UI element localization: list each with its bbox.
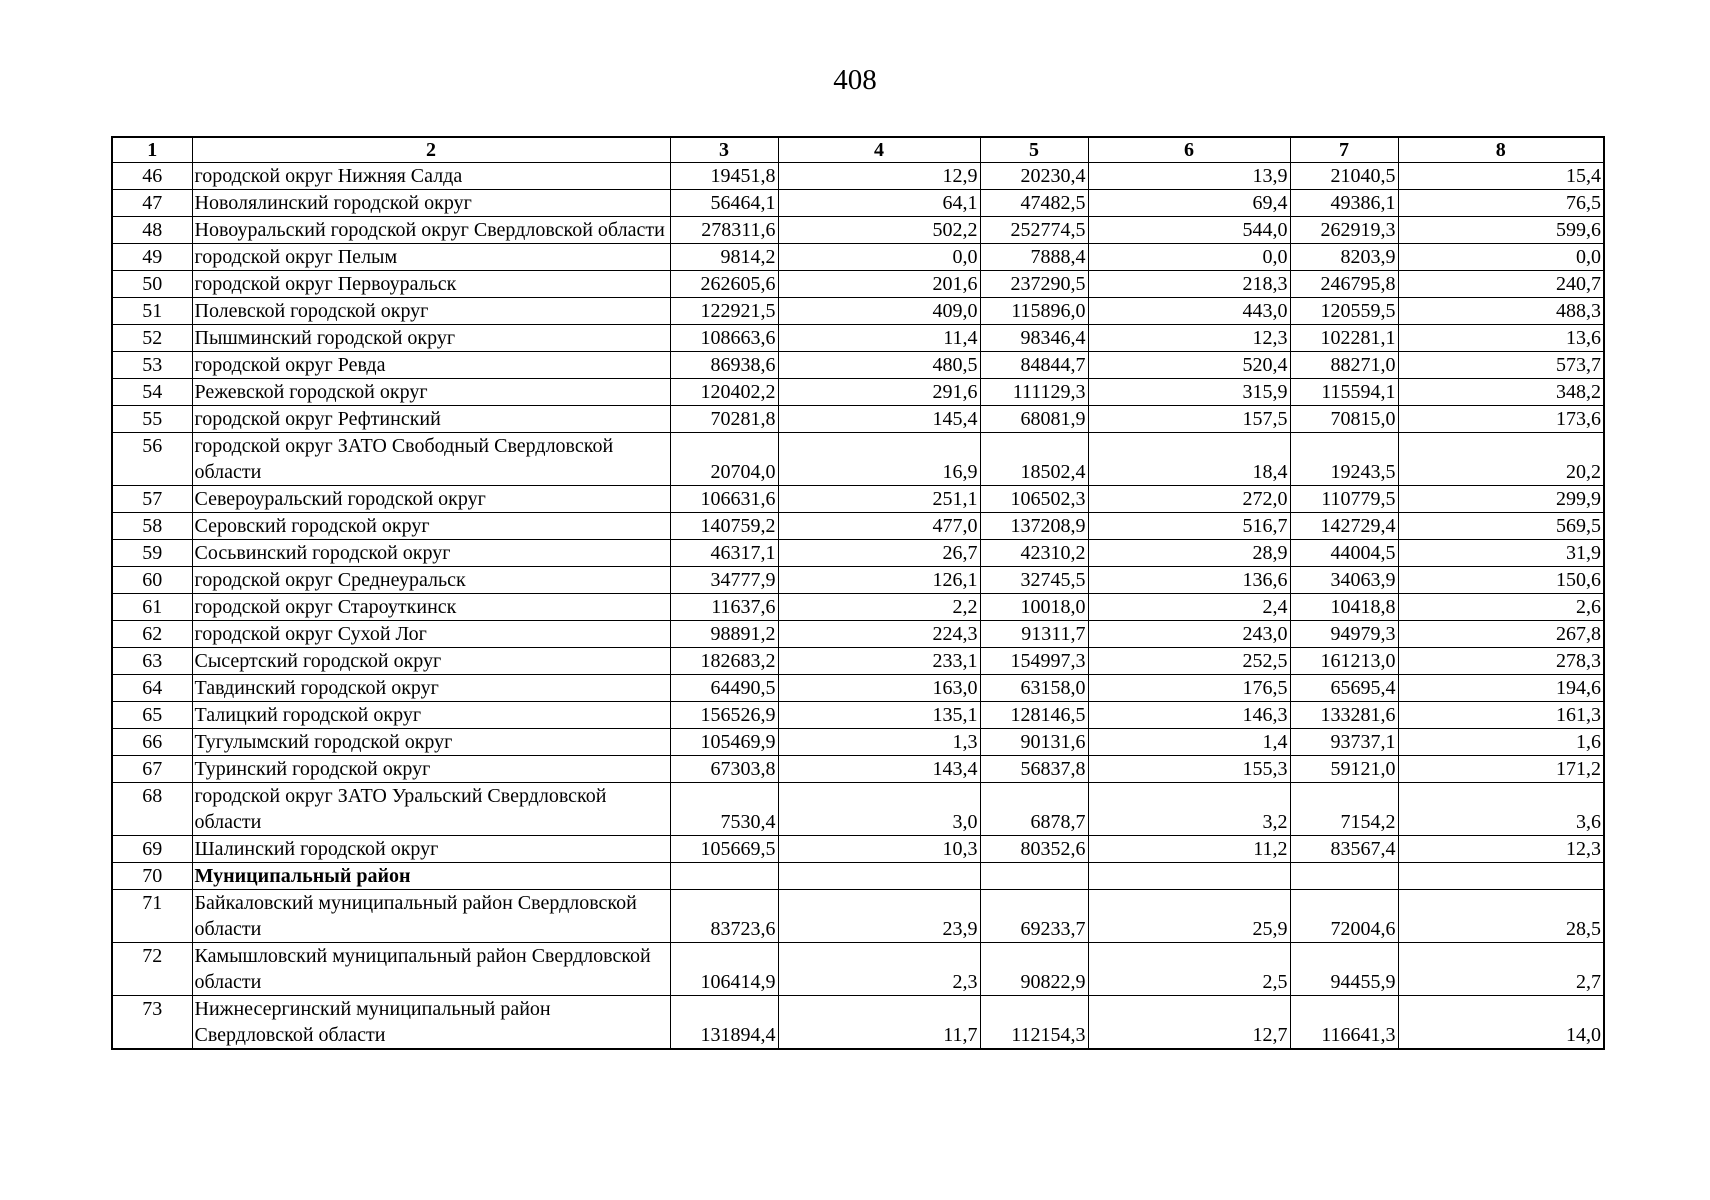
row-number-cell: 59 bbox=[112, 540, 192, 567]
municipality-name-cell: Талицкий городской округ bbox=[192, 702, 670, 729]
row-number-cell: 61 bbox=[112, 594, 192, 621]
value-cell-col-7: 70815,0 bbox=[1290, 406, 1398, 433]
value-cell-col-4: 11,4 bbox=[778, 325, 980, 352]
value-cell-col-7: 72004,6 bbox=[1290, 890, 1398, 943]
value-cell-col-5: 80352,6 bbox=[980, 836, 1088, 863]
value-cell-col-8: 76,5 bbox=[1398, 190, 1604, 217]
row-number-cell: 57 bbox=[112, 486, 192, 513]
value-cell-col-6: 243,0 bbox=[1088, 621, 1290, 648]
value-cell-col-4: 16,9 bbox=[778, 433, 980, 486]
value-cell-col-8: 12,3 bbox=[1398, 836, 1604, 863]
table-row bbox=[112, 433, 1604, 486]
value-cell-col-3: 98891,2 bbox=[670, 621, 778, 648]
value-cell-col-4: 1,3 bbox=[778, 729, 980, 756]
value-cell-col-7: 7154,2 bbox=[1290, 783, 1398, 836]
row-number-cell: 51 bbox=[112, 298, 192, 325]
value-cell-col-4: 143,4 bbox=[778, 756, 980, 783]
table-row bbox=[112, 702, 1604, 729]
municipality-name-cell: городской округ Рефтинский bbox=[192, 406, 670, 433]
value-cell-col-6: 0,0 bbox=[1088, 244, 1290, 271]
value-cell-col-5: 42310,2 bbox=[980, 540, 1088, 567]
value-cell-col-8: 161,3 bbox=[1398, 702, 1604, 729]
value-cell-col-7: 44004,5 bbox=[1290, 540, 1398, 567]
value-cell-col-4: 26,7 bbox=[778, 540, 980, 567]
municipality-name-cell: Шалинский городской округ bbox=[192, 836, 670, 863]
value-cell-col-8: 15,4 bbox=[1398, 163, 1604, 190]
value-cell-col-6: 12,3 bbox=[1088, 325, 1290, 352]
value-cell-col-7: 94979,3 bbox=[1290, 621, 1398, 648]
value-cell-col-7: 19243,5 bbox=[1290, 433, 1398, 486]
value-cell-col-5: 252774,5 bbox=[980, 217, 1088, 244]
value-cell-col-4 bbox=[778, 863, 980, 890]
value-cell-col-7: 8203,9 bbox=[1290, 244, 1398, 271]
value-cell-col-6: 2,5 bbox=[1088, 943, 1290, 996]
value-cell-col-4: 477,0 bbox=[778, 513, 980, 540]
value-cell-col-3: 278311,6 bbox=[670, 217, 778, 244]
value-cell-col-8: 488,3 bbox=[1398, 298, 1604, 325]
municipality-name-cell: Новоуральский городской округ Свердловской области bbox=[192, 217, 670, 244]
value-cell-col-3: 140759,2 bbox=[670, 513, 778, 540]
table-row bbox=[112, 890, 1604, 943]
table-row bbox=[112, 190, 1604, 217]
page-number: 408 bbox=[833, 64, 877, 96]
value-cell-col-6: 157,5 bbox=[1088, 406, 1290, 433]
value-cell-col-8: 2,6 bbox=[1398, 594, 1604, 621]
value-cell-col-8: 3,6 bbox=[1398, 783, 1604, 836]
value-cell-col-3: 120402,2 bbox=[670, 379, 778, 406]
row-number-cell: 53 bbox=[112, 352, 192, 379]
value-cell-col-8: 348,2 bbox=[1398, 379, 1604, 406]
table-row bbox=[112, 567, 1604, 594]
value-cell-col-3: 105469,9 bbox=[670, 729, 778, 756]
row-number-cell: 71 bbox=[112, 890, 192, 943]
value-cell-col-6: 136,6 bbox=[1088, 567, 1290, 594]
value-cell-col-7: 115594,1 bbox=[1290, 379, 1398, 406]
value-cell-col-8: 573,7 bbox=[1398, 352, 1604, 379]
value-cell-col-3: 122921,5 bbox=[670, 298, 778, 325]
municipality-name-cell: городской округ Пелым bbox=[192, 244, 670, 271]
value-cell-col-3: 19451,8 bbox=[670, 163, 778, 190]
value-cell-col-3: 56464,1 bbox=[670, 190, 778, 217]
value-cell-col-6: 544,0 bbox=[1088, 217, 1290, 244]
row-number-cell: 52 bbox=[112, 325, 192, 352]
table-row bbox=[112, 513, 1604, 540]
value-cell-col-8: 0,0 bbox=[1398, 244, 1604, 271]
municipality-name-cell: Тугулымский городской округ bbox=[192, 729, 670, 756]
value-cell-col-5 bbox=[980, 863, 1088, 890]
table-row bbox=[112, 486, 1604, 513]
value-cell-col-7: 94455,9 bbox=[1290, 943, 1398, 996]
value-cell-col-6: 18,4 bbox=[1088, 433, 1290, 486]
value-cell-col-8: 278,3 bbox=[1398, 648, 1604, 675]
value-cell-col-4: 224,3 bbox=[778, 621, 980, 648]
table-row bbox=[112, 325, 1604, 352]
row-number-cell: 46 bbox=[112, 163, 192, 190]
value-cell-col-4: 409,0 bbox=[778, 298, 980, 325]
value-cell-col-3: 70281,8 bbox=[670, 406, 778, 433]
value-cell-col-5: 20230,4 bbox=[980, 163, 1088, 190]
row-number-cell: 70 bbox=[112, 863, 192, 890]
value-cell-col-5: 18502,4 bbox=[980, 433, 1088, 486]
value-cell-col-7: 161213,0 bbox=[1290, 648, 1398, 675]
value-cell-col-8: 267,8 bbox=[1398, 621, 1604, 648]
table-row bbox=[112, 163, 1604, 190]
table-row bbox=[112, 756, 1604, 783]
value-cell-col-6: 218,3 bbox=[1088, 271, 1290, 298]
value-cell-col-7 bbox=[1290, 863, 1398, 890]
value-cell-col-4: 480,5 bbox=[778, 352, 980, 379]
value-cell-col-4: 23,9 bbox=[778, 890, 980, 943]
value-cell-col-6: 25,9 bbox=[1088, 890, 1290, 943]
value-cell-col-3: 106414,9 bbox=[670, 943, 778, 996]
value-cell-col-4: 11,7 bbox=[778, 996, 980, 1050]
table-row bbox=[112, 217, 1604, 244]
row-number-cell: 67 bbox=[112, 756, 192, 783]
value-cell-col-3: 11637,6 bbox=[670, 594, 778, 621]
column-header: 4 bbox=[778, 137, 980, 163]
municipality-name-cell: Нижнесергинский муниципальный район Свердловской области bbox=[192, 996, 670, 1050]
value-cell-col-3: 262605,6 bbox=[670, 271, 778, 298]
value-cell-col-7: 83567,4 bbox=[1290, 836, 1398, 863]
value-cell-col-5: 56837,8 bbox=[980, 756, 1088, 783]
value-cell-col-7: 246795,8 bbox=[1290, 271, 1398, 298]
table-row bbox=[112, 594, 1604, 621]
value-cell-col-6: 13,9 bbox=[1088, 163, 1290, 190]
table-row bbox=[112, 379, 1604, 406]
value-cell-col-4: 3,0 bbox=[778, 783, 980, 836]
value-cell-col-8: 2,7 bbox=[1398, 943, 1604, 996]
value-cell-col-8: 171,2 bbox=[1398, 756, 1604, 783]
municipality-name-cell: Серовский городской округ bbox=[192, 513, 670, 540]
municipality-name-cell: городской округ Первоуральск bbox=[192, 271, 670, 298]
value-cell-col-6: 520,4 bbox=[1088, 352, 1290, 379]
value-cell-col-7: 110779,5 bbox=[1290, 486, 1398, 513]
municipality-name-cell: городской округ ЗАТО Свободный Свердловской области bbox=[192, 433, 670, 486]
value-cell-col-4: 0,0 bbox=[778, 244, 980, 271]
table-row bbox=[112, 836, 1604, 863]
table-row bbox=[112, 996, 1604, 1050]
value-cell-col-8: 1,6 bbox=[1398, 729, 1604, 756]
value-cell-col-3 bbox=[670, 863, 778, 890]
value-cell-col-6: 155,3 bbox=[1088, 756, 1290, 783]
value-cell-col-7: 93737,1 bbox=[1290, 729, 1398, 756]
value-cell-col-3: 64490,5 bbox=[670, 675, 778, 702]
municipality-name-cell: городской округ Староуткинск bbox=[192, 594, 670, 621]
table-row bbox=[112, 352, 1604, 379]
column-header: 7 bbox=[1290, 137, 1398, 163]
value-cell-col-5: 47482,5 bbox=[980, 190, 1088, 217]
table-row bbox=[112, 943, 1604, 996]
municipality-name-cell: Тавдинский городской округ bbox=[192, 675, 670, 702]
value-cell-col-7: 59121,0 bbox=[1290, 756, 1398, 783]
column-header: 1 bbox=[112, 137, 192, 163]
value-cell-col-4: 502,2 bbox=[778, 217, 980, 244]
value-cell-col-7: 120559,5 bbox=[1290, 298, 1398, 325]
table-row bbox=[112, 244, 1604, 271]
value-cell-col-6: 443,0 bbox=[1088, 298, 1290, 325]
municipality-name-cell: Пышминский городской округ bbox=[192, 325, 670, 352]
value-cell-col-5: 154997,3 bbox=[980, 648, 1088, 675]
row-number-cell: 60 bbox=[112, 567, 192, 594]
value-cell-col-6: 315,9 bbox=[1088, 379, 1290, 406]
value-cell-col-6: 272,0 bbox=[1088, 486, 1290, 513]
municipality-name-cell: городской округ Сухой Лог bbox=[192, 621, 670, 648]
column-header: 6 bbox=[1088, 137, 1290, 163]
value-cell-col-7: 102281,1 bbox=[1290, 325, 1398, 352]
value-cell-col-3: 105669,5 bbox=[670, 836, 778, 863]
value-cell-col-8: 150,6 bbox=[1398, 567, 1604, 594]
value-cell-col-3: 20704,0 bbox=[670, 433, 778, 486]
table-row bbox=[112, 783, 1604, 836]
value-cell-col-4: 145,4 bbox=[778, 406, 980, 433]
row-number-cell: 69 bbox=[112, 836, 192, 863]
value-cell-col-5: 10018,0 bbox=[980, 594, 1088, 621]
value-cell-col-5: 137208,9 bbox=[980, 513, 1088, 540]
municipality-name-cell: Сысертский городской округ bbox=[192, 648, 670, 675]
value-cell-col-5: 115896,0 bbox=[980, 298, 1088, 325]
value-cell-col-4: 64,1 bbox=[778, 190, 980, 217]
value-cell-col-6: 12,7 bbox=[1088, 996, 1290, 1050]
value-cell-col-4: 135,1 bbox=[778, 702, 980, 729]
value-cell-col-5: 111129,3 bbox=[980, 379, 1088, 406]
row-number-cell: 55 bbox=[112, 406, 192, 433]
value-cell-col-5: 90131,6 bbox=[980, 729, 1088, 756]
municipality-name-cell: Новолялинский городской округ bbox=[192, 190, 670, 217]
value-cell-col-4: 233,1 bbox=[778, 648, 980, 675]
value-cell-col-8: 13,6 bbox=[1398, 325, 1604, 352]
value-cell-col-3: 7530,4 bbox=[670, 783, 778, 836]
municipality-name-cell: городской округ ЗАТО Уральский Свердловской области bbox=[192, 783, 670, 836]
column-header: 8 bbox=[1398, 137, 1604, 163]
value-cell-col-8: 31,9 bbox=[1398, 540, 1604, 567]
value-cell-col-3: 46317,1 bbox=[670, 540, 778, 567]
table-row bbox=[112, 540, 1604, 567]
row-number-cell: 68 bbox=[112, 783, 192, 836]
value-cell-col-5: 90822,9 bbox=[980, 943, 1088, 996]
row-number-cell: 64 bbox=[112, 675, 192, 702]
value-cell-col-5: 112154,3 bbox=[980, 996, 1088, 1050]
value-cell-col-4: 251,1 bbox=[778, 486, 980, 513]
municipality-name-cell: Туринский городской округ bbox=[192, 756, 670, 783]
row-number-cell: 65 bbox=[112, 702, 192, 729]
value-cell-col-7: 88271,0 bbox=[1290, 352, 1398, 379]
value-cell-col-3: 67303,8 bbox=[670, 756, 778, 783]
value-cell-col-5: 237290,5 bbox=[980, 271, 1088, 298]
value-cell-col-6: 2,4 bbox=[1088, 594, 1290, 621]
table-row bbox=[112, 298, 1604, 325]
value-cell-col-3: 86938,6 bbox=[670, 352, 778, 379]
data-table bbox=[111, 136, 1605, 1050]
municipality-name-cell: Камышловский муниципальный район Свердловской области bbox=[192, 943, 670, 996]
value-cell-col-6 bbox=[1088, 863, 1290, 890]
municipality-name-cell: Сосьвинский городской округ bbox=[192, 540, 670, 567]
value-cell-col-8: 20,2 bbox=[1398, 433, 1604, 486]
value-cell-col-7: 262919,3 bbox=[1290, 217, 1398, 244]
value-cell-col-7: 142729,4 bbox=[1290, 513, 1398, 540]
value-cell-col-8: 569,5 bbox=[1398, 513, 1604, 540]
municipality-name-cell: Полевской городской округ bbox=[192, 298, 670, 325]
column-header: 5 bbox=[980, 137, 1088, 163]
value-cell-col-6: 3,2 bbox=[1088, 783, 1290, 836]
column-header: 3 bbox=[670, 137, 778, 163]
row-number-cell: 47 bbox=[112, 190, 192, 217]
table-row bbox=[112, 271, 1604, 298]
value-cell-col-6: 1,4 bbox=[1088, 729, 1290, 756]
table-header-row bbox=[112, 137, 1604, 163]
value-cell-col-8: 173,6 bbox=[1398, 406, 1604, 433]
value-cell-col-5: 84844,7 bbox=[980, 352, 1088, 379]
value-cell-col-7: 10418,8 bbox=[1290, 594, 1398, 621]
value-cell-col-3: 9814,2 bbox=[670, 244, 778, 271]
value-cell-col-3: 156526,9 bbox=[670, 702, 778, 729]
value-cell-col-8: 599,6 bbox=[1398, 217, 1604, 244]
value-cell-col-6: 69,4 bbox=[1088, 190, 1290, 217]
table-row bbox=[112, 729, 1604, 756]
value-cell-col-7: 49386,1 bbox=[1290, 190, 1398, 217]
table-row bbox=[112, 406, 1604, 433]
value-cell-col-4: 2,3 bbox=[778, 943, 980, 996]
value-cell-col-8: 14,0 bbox=[1398, 996, 1604, 1050]
value-cell-col-5: 69233,7 bbox=[980, 890, 1088, 943]
value-cell-col-6: 516,7 bbox=[1088, 513, 1290, 540]
table-row bbox=[112, 863, 1604, 890]
value-cell-col-5: 91311,7 bbox=[980, 621, 1088, 648]
row-number-cell: 73 bbox=[112, 996, 192, 1050]
row-number-cell: 50 bbox=[112, 271, 192, 298]
municipality-name-cell: Байкаловский муниципальный район Свердловской области bbox=[192, 890, 670, 943]
value-cell-col-7: 116641,3 bbox=[1290, 996, 1398, 1050]
municipality-name-cell: городской округ Ревда bbox=[192, 352, 670, 379]
municipality-name-cell: городской округ Среднеуральск bbox=[192, 567, 670, 594]
value-cell-col-3: 106631,6 bbox=[670, 486, 778, 513]
municipality-name-cell: городской округ Нижняя Салда bbox=[192, 163, 670, 190]
value-cell-col-4: 291,6 bbox=[778, 379, 980, 406]
value-cell-col-3: 83723,6 bbox=[670, 890, 778, 943]
value-cell-col-5: 68081,9 bbox=[980, 406, 1088, 433]
municipality-name-cell: Североуральский городской округ bbox=[192, 486, 670, 513]
value-cell-col-5: 106502,3 bbox=[980, 486, 1088, 513]
value-cell-col-8: 194,6 bbox=[1398, 675, 1604, 702]
row-number-cell: 49 bbox=[112, 244, 192, 271]
value-cell-col-7: 34063,9 bbox=[1290, 567, 1398, 594]
value-cell-col-6: 176,5 bbox=[1088, 675, 1290, 702]
value-cell-col-6: 11,2 bbox=[1088, 836, 1290, 863]
row-number-cell: 62 bbox=[112, 621, 192, 648]
value-cell-col-7: 65695,4 bbox=[1290, 675, 1398, 702]
value-cell-col-4: 163,0 bbox=[778, 675, 980, 702]
value-cell-col-8: 299,9 bbox=[1398, 486, 1604, 513]
row-number-cell: 58 bbox=[112, 513, 192, 540]
value-cell-col-4: 10,3 bbox=[778, 836, 980, 863]
value-cell-col-3: 34777,9 bbox=[670, 567, 778, 594]
value-cell-col-7: 133281,6 bbox=[1290, 702, 1398, 729]
value-cell-col-4: 126,1 bbox=[778, 567, 980, 594]
row-number-cell: 56 bbox=[112, 433, 192, 486]
value-cell-col-3: 108663,6 bbox=[670, 325, 778, 352]
value-cell-col-4: 201,6 bbox=[778, 271, 980, 298]
value-cell-col-6: 146,3 bbox=[1088, 702, 1290, 729]
row-number-cell: 48 bbox=[112, 217, 192, 244]
value-cell-col-6: 252,5 bbox=[1088, 648, 1290, 675]
value-cell-col-3: 131894,4 bbox=[670, 996, 778, 1050]
table-row bbox=[112, 675, 1604, 702]
table-body bbox=[112, 163, 1604, 1050]
row-number-cell: 54 bbox=[112, 379, 192, 406]
value-cell-col-5: 7888,4 bbox=[980, 244, 1088, 271]
value-cell-col-3: 182683,2 bbox=[670, 648, 778, 675]
row-number-cell: 72 bbox=[112, 943, 192, 996]
value-cell-col-6: 28,9 bbox=[1088, 540, 1290, 567]
value-cell-col-4: 12,9 bbox=[778, 163, 980, 190]
table-row bbox=[112, 621, 1604, 648]
row-number-cell: 66 bbox=[112, 729, 192, 756]
value-cell-col-5: 63158,0 bbox=[980, 675, 1088, 702]
value-cell-col-7: 21040,5 bbox=[1290, 163, 1398, 190]
value-cell-col-5: 32745,5 bbox=[980, 567, 1088, 594]
column-header: 2 bbox=[192, 137, 670, 163]
value-cell-col-5: 128146,5 bbox=[980, 702, 1088, 729]
value-cell-col-5: 98346,4 bbox=[980, 325, 1088, 352]
table-row bbox=[112, 648, 1604, 675]
section-heading-cell: Муниципальный район bbox=[192, 863, 670, 890]
value-cell-col-8: 28,5 bbox=[1398, 890, 1604, 943]
value-cell-col-8 bbox=[1398, 863, 1604, 890]
municipality-name-cell: Режевской городской округ bbox=[192, 379, 670, 406]
value-cell-col-4: 2,2 bbox=[778, 594, 980, 621]
value-cell-col-5: 6878,7 bbox=[980, 783, 1088, 836]
value-cell-col-8: 240,7 bbox=[1398, 271, 1604, 298]
row-number-cell: 63 bbox=[112, 648, 192, 675]
